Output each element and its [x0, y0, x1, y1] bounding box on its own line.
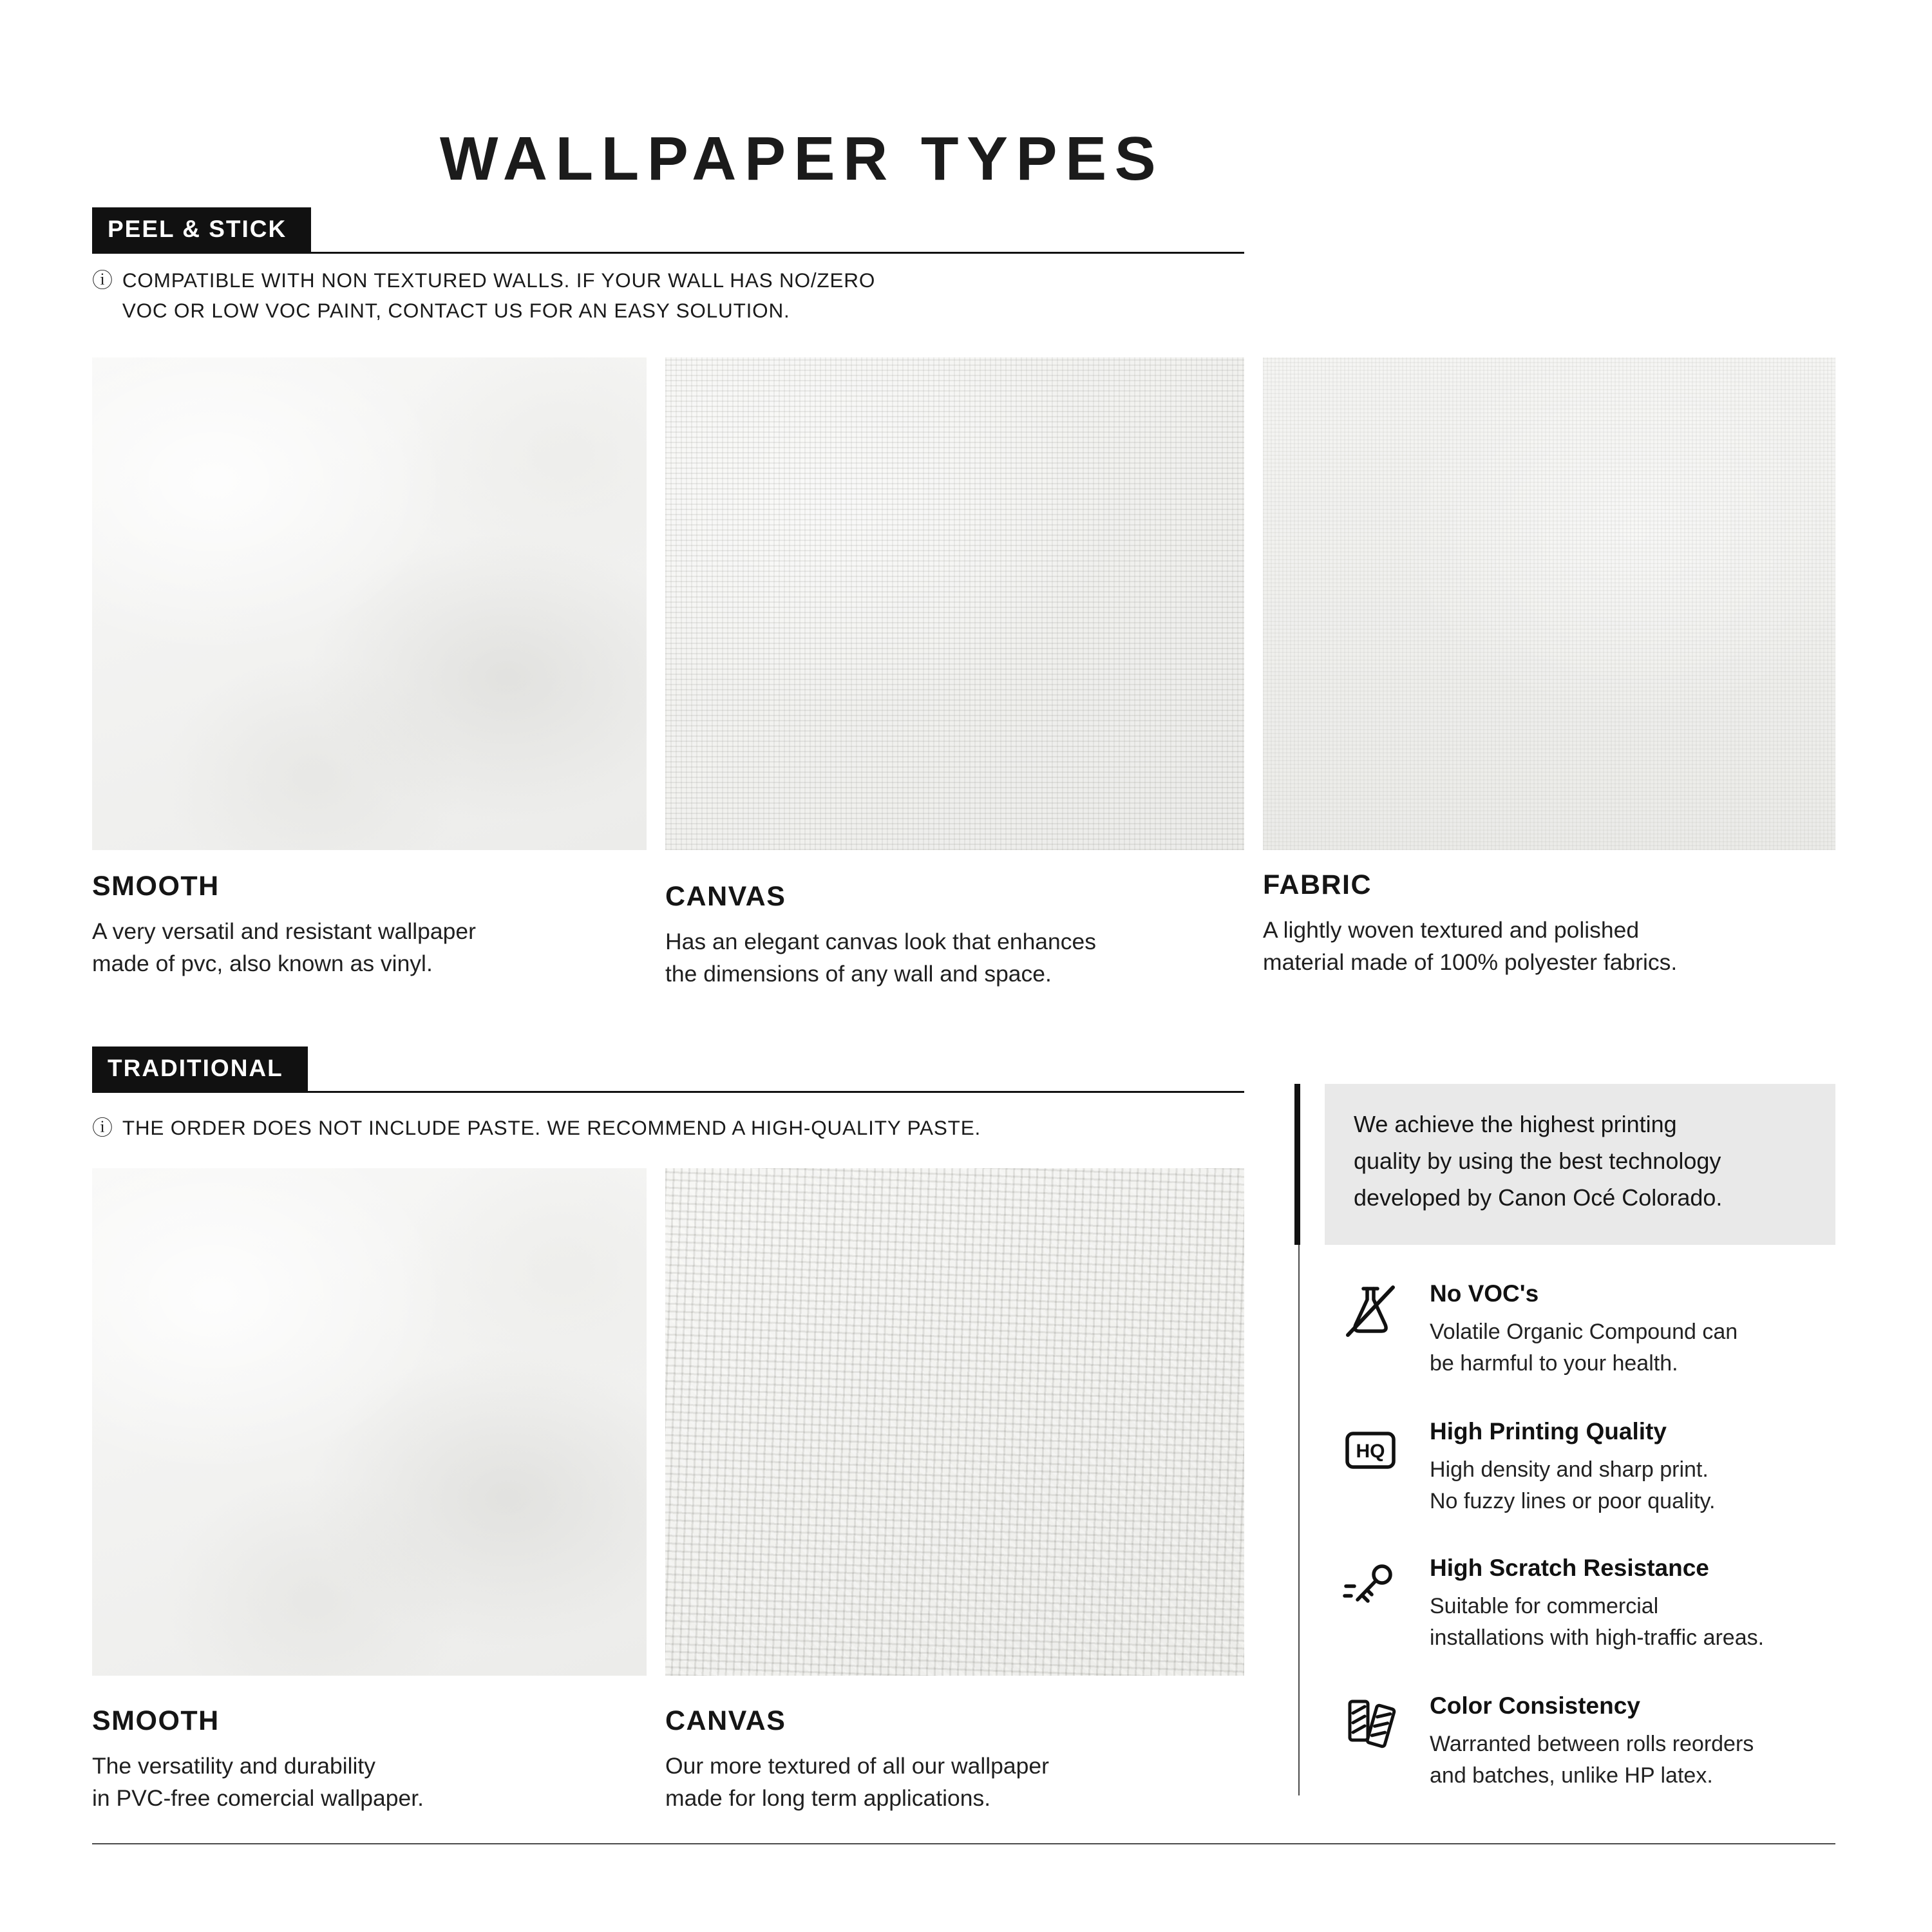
desc-line: A very versatil and resistant wallpaper [92, 918, 476, 944]
feature-text [1430, 1418, 1715, 1518]
feature-title: Color Consistency [1430, 1692, 1640, 1719]
note-line: VOC OR LOW VOC PAINT, CONTACT US FOR AN EASY SOLUTION. [122, 299, 790, 323]
caption-peel-fabric [1263, 869, 1842, 979]
desc-line: made of pvc, also known as vinyl. [92, 951, 433, 977]
swatch-image-peel-smooth [92, 357, 647, 850]
svg-text:HQ: HQ [1356, 1441, 1385, 1462]
feature-desc-line: No fuzzy lines or poor quality. [1430, 1489, 1716, 1514]
caption-traditional-smooth [92, 1705, 652, 1815]
feature-description [1430, 1591, 1764, 1654]
feature-no-voc [1338, 1280, 1835, 1380]
feature-desc-line: Warranted between rolls reorders [1430, 1732, 1754, 1756]
desc-line: The versatility and durability [92, 1753, 376, 1779]
caption-traditional-canvas [665, 1705, 1251, 1815]
desc-line: Our more textured of all our wallpaper [665, 1753, 1049, 1779]
feature-title: No VOC's [1430, 1280, 1539, 1307]
swatch-description [92, 1750, 652, 1815]
quality-note [1325, 1084, 1835, 1245]
caption-peel-canvas [665, 881, 1251, 990]
swatch-description [1263, 914, 1842, 979]
feature-text [1430, 1555, 1764, 1654]
feature-desc-line: be harmful to your health. [1430, 1351, 1678, 1376]
feature-high-scratch-resistance [1338, 1555, 1835, 1654]
feature-title: High Printing Quality [1430, 1418, 1667, 1444]
quality-note-accent-bar [1294, 1084, 1300, 1245]
feature-desc-line: and batches, unlike HP latex. [1430, 1763, 1713, 1788]
quality-note-line: We achieve the highest printing [1354, 1111, 1677, 1137]
feature-high-printing-quality [1338, 1418, 1835, 1518]
swatch-name: SMOOTH [92, 871, 220, 902]
bottom-divider [92, 1843, 1835, 1844]
caption-peel-smooth [92, 871, 652, 980]
feature-desc-line: Volatile Organic Compound can [1430, 1320, 1738, 1344]
feature-description [1430, 1728, 1754, 1792]
feature-text [1430, 1692, 1754, 1792]
swatch-description [92, 915, 652, 980]
note-lines [122, 1113, 981, 1143]
section-label-traditional: TRADITIONAL [92, 1046, 308, 1091]
swatch-image-traditional-canvas [665, 1168, 1244, 1676]
key-scratch-icon [1338, 1555, 1403, 1619]
no-voc-flask-icon [1338, 1280, 1403, 1345]
feature-title: High Scratch Resistance [1430, 1555, 1709, 1581]
note-line: THE ORDER DOES NOT INCLUDE PASTE. WE RECOMMEND A HIGH-QUALITY PASTE. [122, 1116, 981, 1139]
page-title: WALLPAPER TYPES [439, 124, 1164, 194]
info-icon: ⓘ [92, 1115, 113, 1140]
swatch-name: CANVAS [665, 1705, 786, 1736]
feature-description [1430, 1316, 1738, 1380]
feature-desc-line: Suitable for commercial [1430, 1594, 1659, 1618]
swatch-description [665, 1750, 1251, 1815]
feature-desc-line: installations with high-traffic areas. [1430, 1625, 1765, 1651]
desc-line: in PVC-free comercial wallpaper. [92, 1785, 424, 1812]
desc-line: Has an elegant canvas look that enhances [665, 929, 1097, 954]
color-swatches-icon [1338, 1692, 1403, 1757]
swatch-name: FABRIC [1263, 869, 1372, 900]
section-label-peel-stick: PEEL & STICK [92, 207, 311, 252]
swatch-description [665, 925, 1251, 990]
traditional-note [92, 1113, 981, 1143]
note-line: COMPATIBLE WITH NON TEXTURED WALLS. IF YOUR WALL HAS NO/ZERO [122, 269, 876, 292]
swatch-name: SMOOTH [92, 1705, 220, 1736]
peel-stick-note [92, 265, 875, 327]
swatch-image-traditional-smooth [92, 1168, 647, 1676]
quality-note-line: quality by using the best technology [1354, 1147, 1721, 1174]
desc-line: material made of 100% polyester fabrics. [1263, 949, 1678, 976]
feature-description [1430, 1454, 1715, 1518]
info-icon: ⓘ [92, 268, 113, 292]
quality-note-line: developed by Canon Océ Colorado. [1354, 1184, 1723, 1211]
feature-desc-line: High density and sharp print. [1430, 1457, 1709, 1482]
swatch-image-peel-fabric [1263, 357, 1835, 850]
section-header-peel-stick [92, 207, 1244, 254]
desc-line: A lightly woven textured and polished [1263, 917, 1640, 943]
feature-color-consistency [1338, 1692, 1835, 1792]
desc-line: the dimensions of any wall and space. [665, 961, 1052, 987]
desc-line: made for long term applications. [665, 1785, 991, 1812]
swatch-image-peel-canvas [665, 357, 1244, 850]
feature-text [1430, 1280, 1738, 1380]
swatch-name: CANVAS [665, 881, 786, 912]
section-header-traditional [92, 1046, 1244, 1093]
note-lines [122, 265, 875, 327]
hq-badge-icon [1338, 1418, 1403, 1482]
